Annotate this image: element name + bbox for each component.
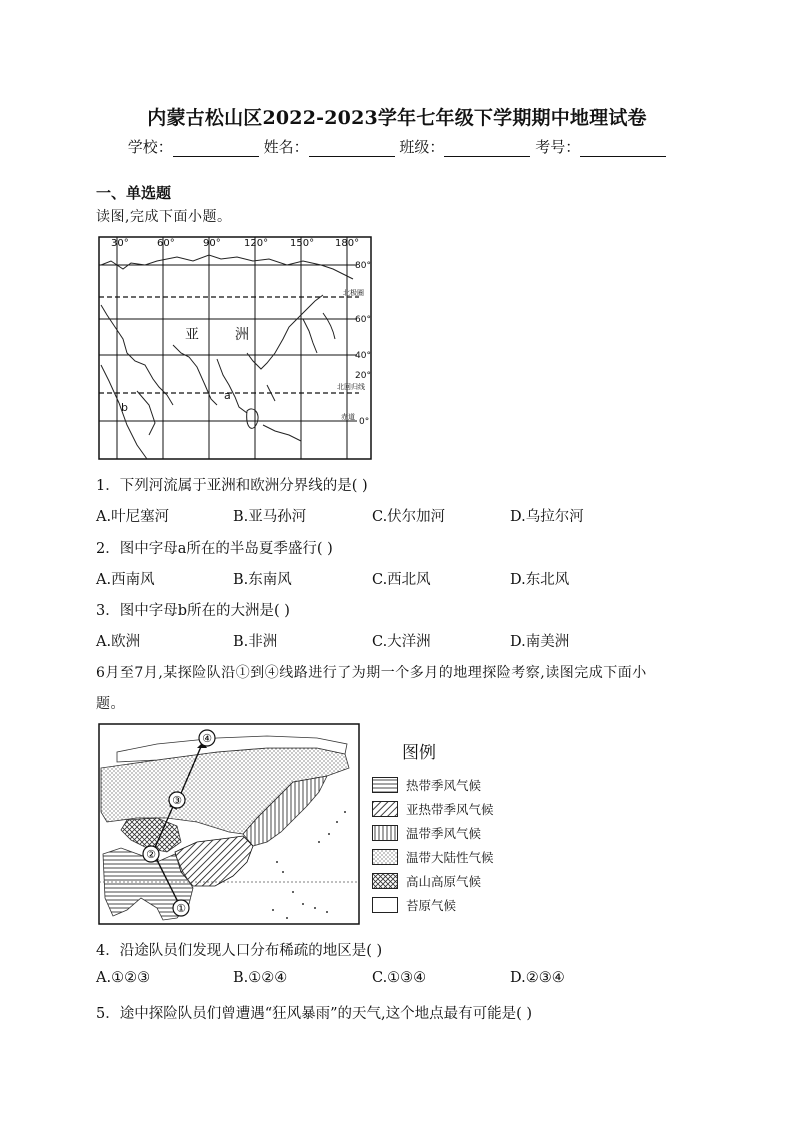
lat-label-60: 60° bbox=[355, 315, 371, 325]
question-3-text: 图中字母b所在的大洲是( ) bbox=[119, 603, 290, 619]
question-1: 1．下列河流属于亚洲和欧洲分界线的是( ) bbox=[96, 478, 368, 494]
lon-label-120: 120° bbox=[244, 238, 269, 249]
legend-temperate-monsoon: 温带季风气候 bbox=[372, 821, 542, 845]
school-label: 学校： bbox=[127, 138, 173, 156]
question-5-text: 途中探险队员们曾遭遇“狂风暴雨”的天气,这个地点最有可能是( ) bbox=[119, 1006, 533, 1022]
question-4-text: 沿途队员们发现人口分布稀疏的地区是( ) bbox=[119, 943, 383, 959]
page-title: 内蒙古松山区2022-2023学年七年级下学期期中地理试卷 bbox=[147, 107, 647, 129]
q1-option-c[interactable]: C.伏尔加河 bbox=[372, 509, 446, 525]
equator-label: 赤道 bbox=[341, 413, 355, 421]
q3-option-d[interactable]: D.南美洲 bbox=[510, 634, 570, 650]
exam-no-field[interactable] bbox=[580, 140, 666, 157]
route-point-3: ③ bbox=[172, 794, 182, 807]
route-point-4: ④ bbox=[202, 732, 212, 745]
point-a-label: a bbox=[224, 389, 231, 402]
lon-label-90: 90° bbox=[203, 238, 221, 249]
continent-label-2: 洲 bbox=[235, 327, 249, 343]
q1-option-d[interactable]: D.乌拉尔河 bbox=[510, 509, 584, 525]
continent-label-1: 亚 bbox=[185, 327, 199, 343]
q4-option-c[interactable]: C.①③④ bbox=[372, 970, 427, 986]
q2-option-b[interactable]: B.东南风 bbox=[233, 572, 292, 588]
tropic-of-cancer-label: 北回归线 bbox=[337, 383, 365, 391]
legend-title: 图例 bbox=[402, 743, 436, 763]
section-intro: 读图,完成下面小题。 bbox=[96, 209, 232, 225]
q3-option-a[interactable]: A.欧洲 bbox=[96, 634, 141, 650]
name-field[interactable] bbox=[309, 140, 395, 157]
question-3: 3．图中字母b所在的大洲是( ) bbox=[96, 603, 290, 619]
q2-option-a[interactable]: A.西南风 bbox=[96, 572, 155, 588]
legend-tundra: 苔原气候 bbox=[372, 893, 542, 917]
q3-option-c[interactable]: C.大洋洲 bbox=[372, 634, 431, 650]
school-field[interactable] bbox=[173, 140, 259, 157]
q2-option-c[interactable]: C.西北风 bbox=[372, 572, 431, 588]
q4-option-d[interactable]: D.②③④ bbox=[510, 970, 565, 986]
q2-option-d[interactable]: D.东北风 bbox=[510, 572, 570, 588]
lat-label-0: 0° bbox=[359, 417, 370, 427]
question-5: 5．途中探险队员们曾遭遇“狂风暴雨”的天气,这个地点最有可能是( ) bbox=[96, 1006, 533, 1022]
question-1-text: 下列河流属于亚洲和欧洲分界线的是( ) bbox=[119, 478, 368, 494]
q4-option-b[interactable]: B.①②④ bbox=[233, 970, 288, 986]
lat-label-80: 80° bbox=[355, 261, 371, 271]
exam-no-label: 考号： bbox=[535, 138, 581, 156]
intro-paragraph-line1: 6月至7月,某探险队沿①到④线路进行了为期一个多月的地理探险考察,读图完成下面小 bbox=[96, 665, 647, 681]
q1-option-b[interactable]: B.亚马孙河 bbox=[233, 509, 307, 525]
class-field[interactable] bbox=[444, 140, 530, 157]
question-2: 2．图中字母a所在的半岛夏季盛行( ) bbox=[96, 541, 333, 557]
legend-temperate-continental: 温带大陆性气候 bbox=[372, 845, 542, 869]
asia-grid-map bbox=[97, 235, 377, 461]
point-b-label: b bbox=[121, 401, 128, 414]
intro-paragraph-line2: 题。 bbox=[96, 696, 125, 712]
legend-subtropical-monsoon: 亚热带季风气候 bbox=[372, 797, 542, 821]
map-legend bbox=[372, 738, 542, 917]
question-4: 4．沿途队员们发现人口分布稀疏的地区是( ) bbox=[96, 943, 383, 959]
legend-tropical-monsoon: 热带季风气候 bbox=[372, 773, 542, 797]
class-label: 班级： bbox=[399, 138, 445, 156]
lon-label-180: 180° bbox=[335, 238, 360, 249]
climate-route-map bbox=[97, 722, 363, 928]
section-heading: 一、单选题 bbox=[96, 184, 172, 202]
question-2-text: 图中字母a所在的半岛夏季盛行( ) bbox=[119, 541, 333, 557]
lon-label-60: 60° bbox=[157, 238, 175, 249]
arctic-circle-label: 北极圈 bbox=[343, 289, 364, 297]
lat-label-40: 40° bbox=[355, 351, 371, 361]
legend-highland: 高山高原气候 bbox=[372, 869, 542, 893]
lon-label-150: 150° bbox=[290, 238, 315, 249]
name-label: 姓名： bbox=[263, 138, 309, 156]
map-frame bbox=[99, 237, 371, 459]
q1-option-a[interactable]: A.叶尼塞河 bbox=[96, 509, 170, 525]
lon-label-30: 30° bbox=[111, 238, 129, 249]
route-point-2: ② bbox=[146, 848, 156, 861]
route-point-1: ① bbox=[176, 902, 186, 915]
student-info-line bbox=[0, 136, 794, 157]
q4-option-a[interactable]: A.①②③ bbox=[96, 970, 151, 986]
lat-label-20: 20° bbox=[355, 371, 371, 381]
q3-option-b[interactable]: B.非洲 bbox=[233, 634, 278, 650]
